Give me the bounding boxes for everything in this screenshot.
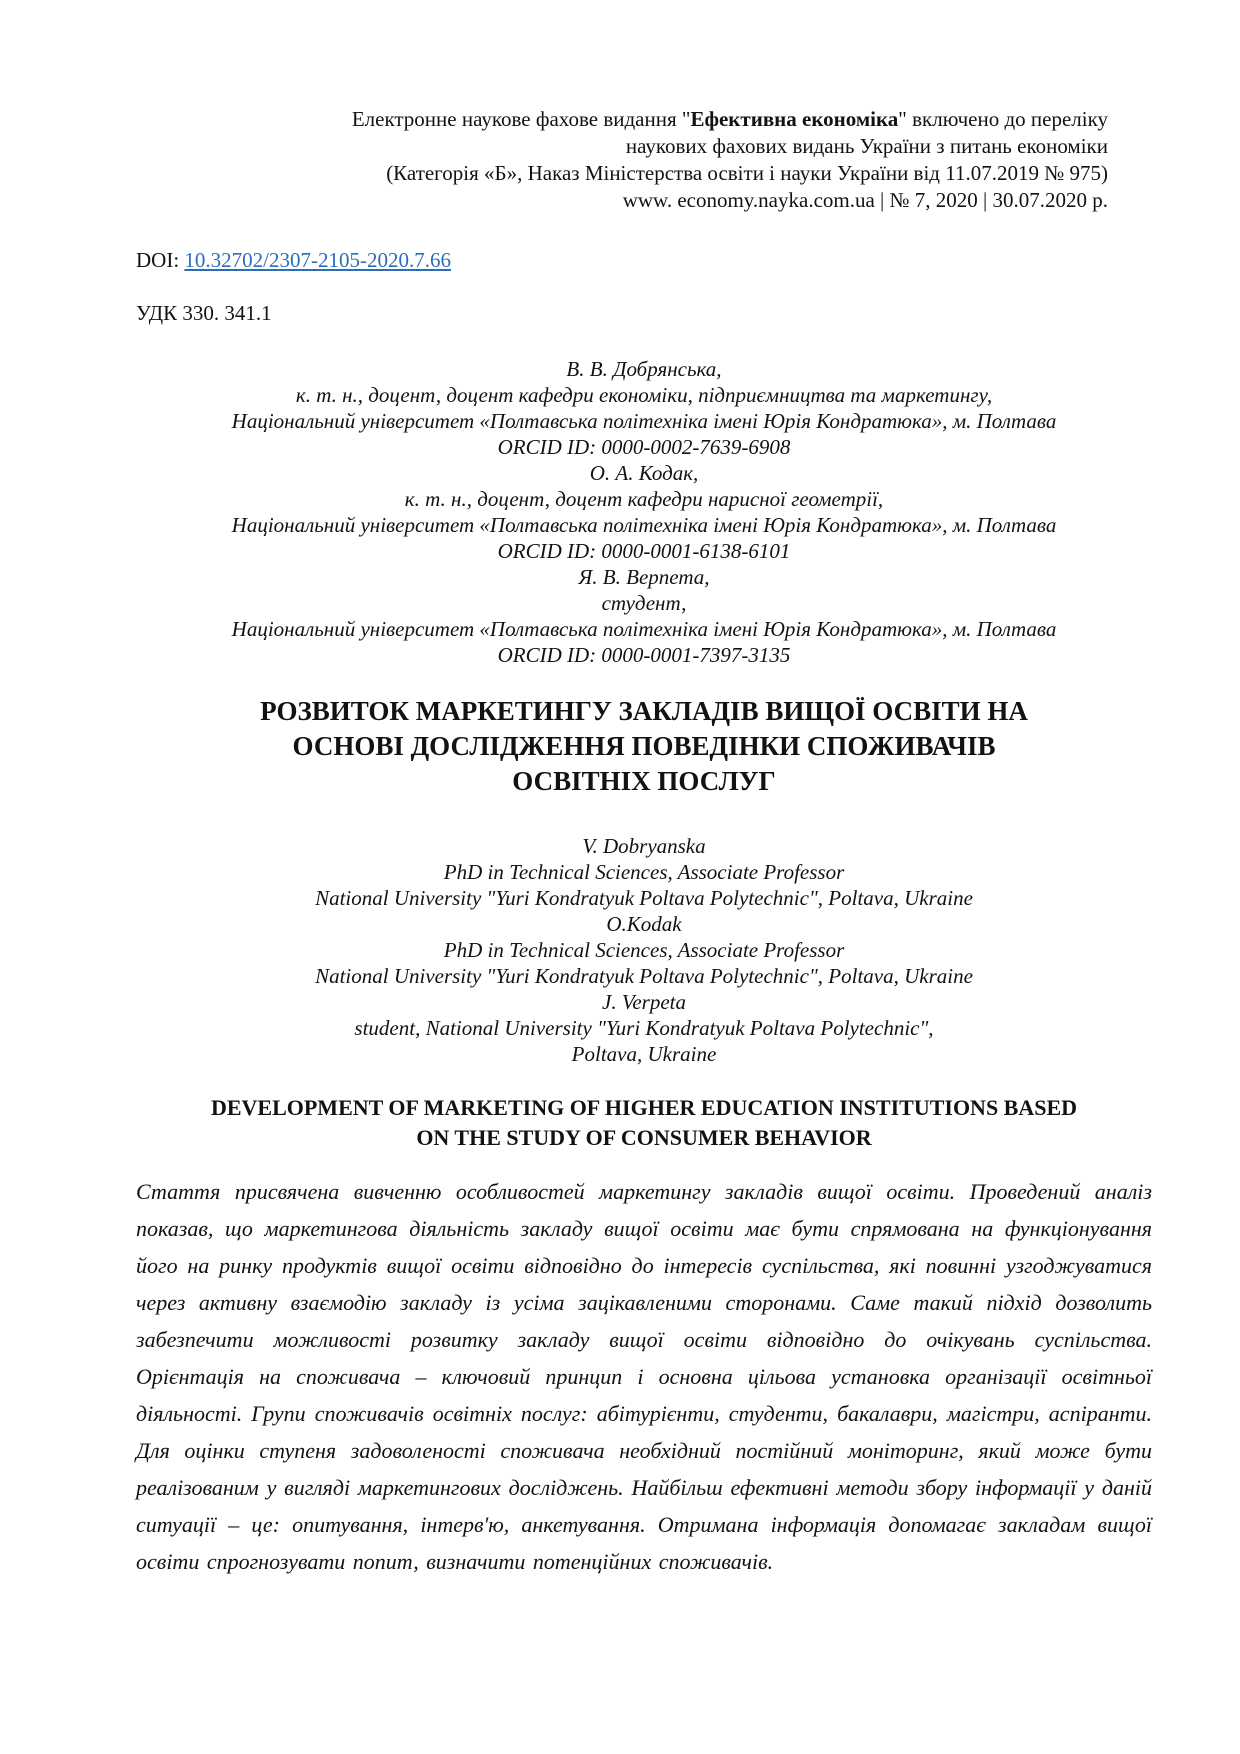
- authors-en-block: [136, 833, 1152, 1067]
- author-ua-orcid: ORCID ID: 0000-0001-7397-3135: [497, 643, 791, 667]
- abstract-paragraph: Стаття присвячена вивченню особливостей маркетингу закладів вищої освіти. Проведений аналіз показав, що маркетингова діяльність закладу вищої освіти має бути спрямована на функціонування його на ринку продуктів вищої освіти відповідно до інтересів суспільства, які повинні узгоджуватися через активну взаємодію закладу із усіма зацікавленими сторонами. Саме такий підхід дозволить забезпечити можливості розвитку закладу вищої освіти відповідно до очікувань суспільства. Орієнтація на споживача – ключовий принцип і основна цільова установка організації освітньої діяльності. Групи споживачів освітніх послуг: абітурієнти, студенти, бакалаври, магістри, аспіранти. Для оцінки ступеня задоволеності споживача необхідний постійний моніторинг, який може бути реалізованим у вигляді маркетингових досліджень. Найбільш ефективні методи збору інформації у даній ситуації – це: опитування, інтерв'ю, анкетування. Отримана інформація допомагає закладам вищої освіти спрогнозувати попит, визначити потенційних споживачів.: [136, 1179, 1152, 1574]
- author-ua-name: Я. В. Верпета,: [578, 565, 710, 589]
- doi-label: DOI:: [136, 248, 180, 272]
- journal-name: Ефективна економіка: [690, 107, 899, 131]
- article-title-ua-line: ОСВІТНІХ ПОСЛУГ: [512, 766, 776, 796]
- author-ua-affiliation: Національний університет «Полтавська політехніка імені Юрія Кондратюка», м. Полтава: [231, 617, 1057, 641]
- authors-ua-block: [136, 356, 1152, 668]
- author-en-position: PhD in Technical Sciences, Associate Professor: [443, 860, 845, 884]
- article-title-ua: [136, 694, 1152, 799]
- article-title-en: [136, 1093, 1152, 1153]
- author-ua-name: О. А. Кодак,: [589, 461, 699, 485]
- author-ua-orcid: ORCID ID: 0000-0002-7639-6908: [497, 435, 791, 459]
- masthead-line-1: [136, 106, 1108, 133]
- author-ua-affiliation: Національний університет «Полтавська політехніка імені Юрія Кондратюка», м. Полтава: [231, 409, 1057, 433]
- masthead-line-2: наукових фахових видань України з питань економіки: [625, 134, 1108, 158]
- author-ua-affiliation: Національний університет «Полтавська політехніка імені Юрія Кондратюка», м. Полтава: [231, 513, 1057, 537]
- author-en-name: V. Dobryanska: [582, 834, 706, 858]
- author-en-position: PhD in Technical Sciences, Associate Professor: [443, 938, 845, 962]
- author-ua-position: к. т. н., доцент, доцент кафедри економіки, підприємництва та маркетингу,: [295, 383, 993, 407]
- author-en-name: J. Verpeta: [602, 990, 686, 1014]
- author-ua-orcid: ORCID ID: 0000-0001-6138-6101: [497, 539, 791, 563]
- author-en-affiliation: National University "Yuri Kondratyuk Poltava Polytechnic", Poltava, Ukraine: [315, 964, 973, 988]
- article-title-en-line: ON THE STUDY OF CONSUMER BEHAVIOR: [416, 1125, 872, 1150]
- author-en-affiliation: National University "Yuri Kondratyuk Poltava Polytechnic", Poltava, Ukraine: [315, 886, 973, 910]
- author-en-name: O.Kodak: [606, 912, 682, 936]
- author-ua-position: студент,: [601, 591, 687, 615]
- author-en-affiliation: Poltava, Ukraine: [571, 1042, 717, 1066]
- masthead-line-1-post: " включено до переліку: [898, 107, 1108, 131]
- article-title-ua-line: РОЗВИТОК МАРКЕТИНГУ ЗАКЛАДІВ ВИЩОЇ ОСВІТИ НА: [260, 696, 1028, 726]
- article-title-en-line: DEVELOPMENT OF MARKETING OF HIGHER EDUCATION INSTITUTIONS BASED: [210, 1095, 1078, 1120]
- journal-masthead: [136, 106, 1152, 214]
- masthead-line-1-pre: Електронне наукове фахове видання ": [351, 107, 691, 131]
- masthead-line-3: (Категорія «Б», Наказ Міністерства освіти і науки України від 11.07.2019 № 975): [386, 161, 1108, 185]
- article-title-ua-line: ОСНОВІ ДОСЛІДЖЕННЯ ПОВЕДІНКИ СПОЖИВАЧІВ: [292, 731, 996, 761]
- doi-link[interactable]: 10.32702/2307-2105-2020.7.66: [184, 248, 451, 272]
- udc-code: УДК 330. 341.1: [136, 301, 272, 325]
- masthead-line-4: www. economy.nayka.com.ua | № 7, 2020 | 30.07.2020 р.: [622, 188, 1108, 212]
- author-ua-position: к. т. н., доцент, доцент кафедри нарисної геометрії,: [404, 487, 884, 511]
- author-en-affiliation: student, National University "Yuri Kondratyuk Poltava Polytechnic",: [354, 1016, 934, 1040]
- author-ua-name: В. В. Добрянська,: [566, 357, 722, 381]
- doi-row: [136, 247, 1152, 273]
